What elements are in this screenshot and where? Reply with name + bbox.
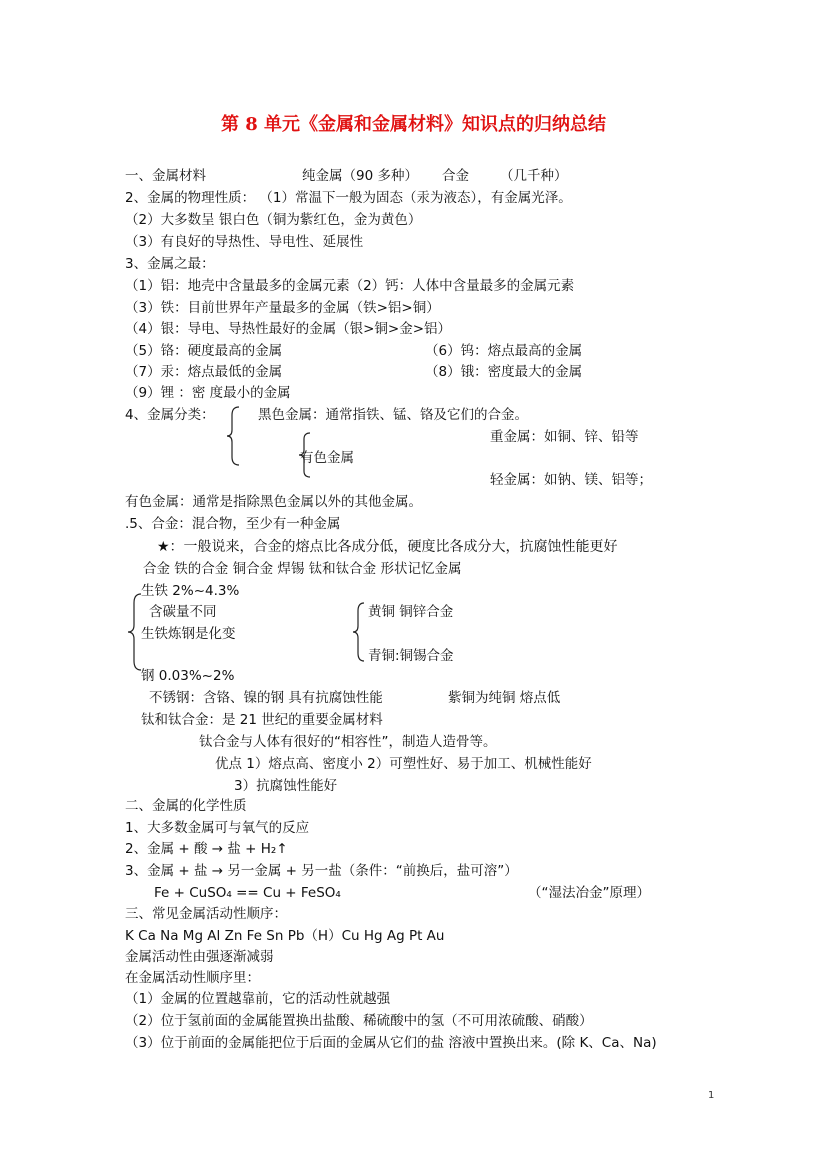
metal-superlatives-heading: 3、金属之最： bbox=[125, 256, 215, 272]
activity-weakening-text: 金属活动性由强逐渐减弱 bbox=[125, 949, 274, 965]
brass-text: 黄铜 铜锌合金 bbox=[368, 604, 454, 620]
light-metal-text: 轻金属：如钠、镁、铝等； bbox=[490, 472, 652, 488]
alloy-kinds: 合金 铁的合金 铜合金 焊锡 钛和钛合金 形状记忆金属 bbox=[143, 561, 462, 577]
superlative-tungsten: （6）钨：熔点最高的金属 bbox=[425, 343, 583, 359]
displacement-equation: Fe + CuSO₄ == Cu + FeSO₄ bbox=[154, 885, 341, 901]
physical-properties-line-2: （2）大多数呈 银白色（铜为紫红色，金为黄色） bbox=[125, 212, 422, 228]
chemical-properties-heading: 二、金属的化学性质 bbox=[125, 798, 247, 814]
pure-metal-text: 纯金属（90 多种） bbox=[302, 168, 418, 184]
activity-rules-intro: 在金属活动性顺序里： bbox=[125, 970, 260, 986]
page-number: 1 bbox=[708, 1090, 715, 1101]
steel-text: 钢 0.03%~2% bbox=[141, 668, 235, 684]
superlative-chromium: （5）铬：硬度最高的金属 bbox=[125, 343, 283, 359]
metal-materials-heading: 一、金属材料 bbox=[125, 168, 206, 184]
titanium-compatibility-text: 钛合金与人体有很好的“相容性”，制造人造骨等。 bbox=[199, 734, 497, 750]
activity-rule-2: （2）位于氢前面的金属能置换出盐酸、稀硫酸中的氢（不可用浓硫酸、硝酸） bbox=[125, 1013, 593, 1029]
alloy-text: 合金 bbox=[442, 168, 469, 184]
reaction-oxygen: 1、大多数金属可与氧气的反应 bbox=[125, 820, 310, 836]
advantages-3-text: 3）抗腐蚀性能好 bbox=[234, 778, 338, 794]
black-metal-text: 黑色金属：通常指铁、锰、铬及它们的合金。 bbox=[258, 407, 528, 423]
superlative-mercury: （7）汞：熔点最低的金属 bbox=[125, 364, 283, 380]
equation-note: （“湿法冶金”原理） bbox=[528, 885, 650, 901]
stainless-steel-text: 不锈钢：含铬、镍的钢 具有抗腐蚀性能 bbox=[149, 690, 383, 706]
reaction-acid: 2、金属 + 酸 → 盐 + H₂↑ bbox=[125, 841, 288, 857]
superlative-osmium: （8）锇：密度最大的金属 bbox=[425, 364, 583, 380]
metal-classification-heading: 4、金属分类： bbox=[125, 407, 215, 423]
physical-properties-line-1: 2、金属的物理性质： （1）常温下一般为固态（汞为液态），有金属光泽。 bbox=[125, 190, 572, 206]
pig-iron-text: 生铁 2%~4.3% bbox=[141, 583, 240, 599]
superlative-line-2: （3）铁：目前世界年产量最多的金属（铁>铝>铜） bbox=[125, 300, 440, 316]
colored-metal-note: 有色金属：通常是指除黑色金属以外的其他金属。 bbox=[125, 494, 422, 510]
reaction-salt: 3、金属 + 盐 → 另一金属 + 另一盐（条件：“前换后，盐可溶”） bbox=[125, 863, 518, 879]
alloy-star-note: ★：一般说来，合金的熔点比各成分低，硬度比各成分大，抗腐蚀性能更好 bbox=[157, 539, 618, 555]
activity-series-heading: 三、常见金属活动性顺序： bbox=[125, 906, 287, 922]
superlative-lithium: （9）锂 ：密 度最小的金属 bbox=[125, 385, 291, 401]
classification-brace bbox=[226, 406, 242, 466]
bronze-text: 青铜:铜锡合金 bbox=[368, 648, 454, 664]
activity-rule-3: （3）位于前面的金属能把位于后面的金属从它们的盐 溶液中置换出来。(除 K、Ca、Na) bbox=[125, 1035, 657, 1051]
superlative-line-3: （4）银：导电、导热性最好的金属（银>铜>金>铝） bbox=[125, 321, 452, 337]
purple-copper-text: 紫铜为纯铜 熔点低 bbox=[448, 690, 561, 706]
heavy-metal-text: 重金属：如铜、锌、铅等 bbox=[490, 429, 639, 445]
advantages-text: 优点 1）熔点高、密度小 2）可塑性好、易于加工、机械性能好 bbox=[215, 756, 592, 772]
activity-rule-1: （1）金属的位置越靠前，它的活动性就越强 bbox=[125, 991, 391, 1007]
alloy-heading: .5、合金：混合物，至少有一种金属 bbox=[125, 516, 341, 532]
copper-alloy-brace bbox=[352, 602, 366, 662]
document-title: 第 8 单元《金属和金属材料》知识点的归纳总结 bbox=[220, 114, 607, 135]
carbon-content-text: 含碳量不同 bbox=[149, 604, 217, 620]
colored-metal-text: 有色金属 bbox=[300, 450, 354, 466]
alloy-count-text: （几千种） bbox=[500, 168, 568, 184]
physical-properties-line-3: （3）有良好的导热性、导电性、延展性 bbox=[125, 234, 364, 250]
steelmaking-text: 生铁炼钢是化变 bbox=[141, 626, 236, 642]
activity-series: K Ca Na Mg Al Zn Fe Sn Pb（H）Cu Hg Ag Pt Au bbox=[125, 928, 445, 944]
superlative-line-1: （1）铝：地壳中含量最多的金属元素（2）钙：人体中含量最多的金属元素 bbox=[125, 278, 575, 294]
titanium-text: 钛和钛合金：是 21 世纪的重要金属材料 bbox=[141, 712, 383, 728]
